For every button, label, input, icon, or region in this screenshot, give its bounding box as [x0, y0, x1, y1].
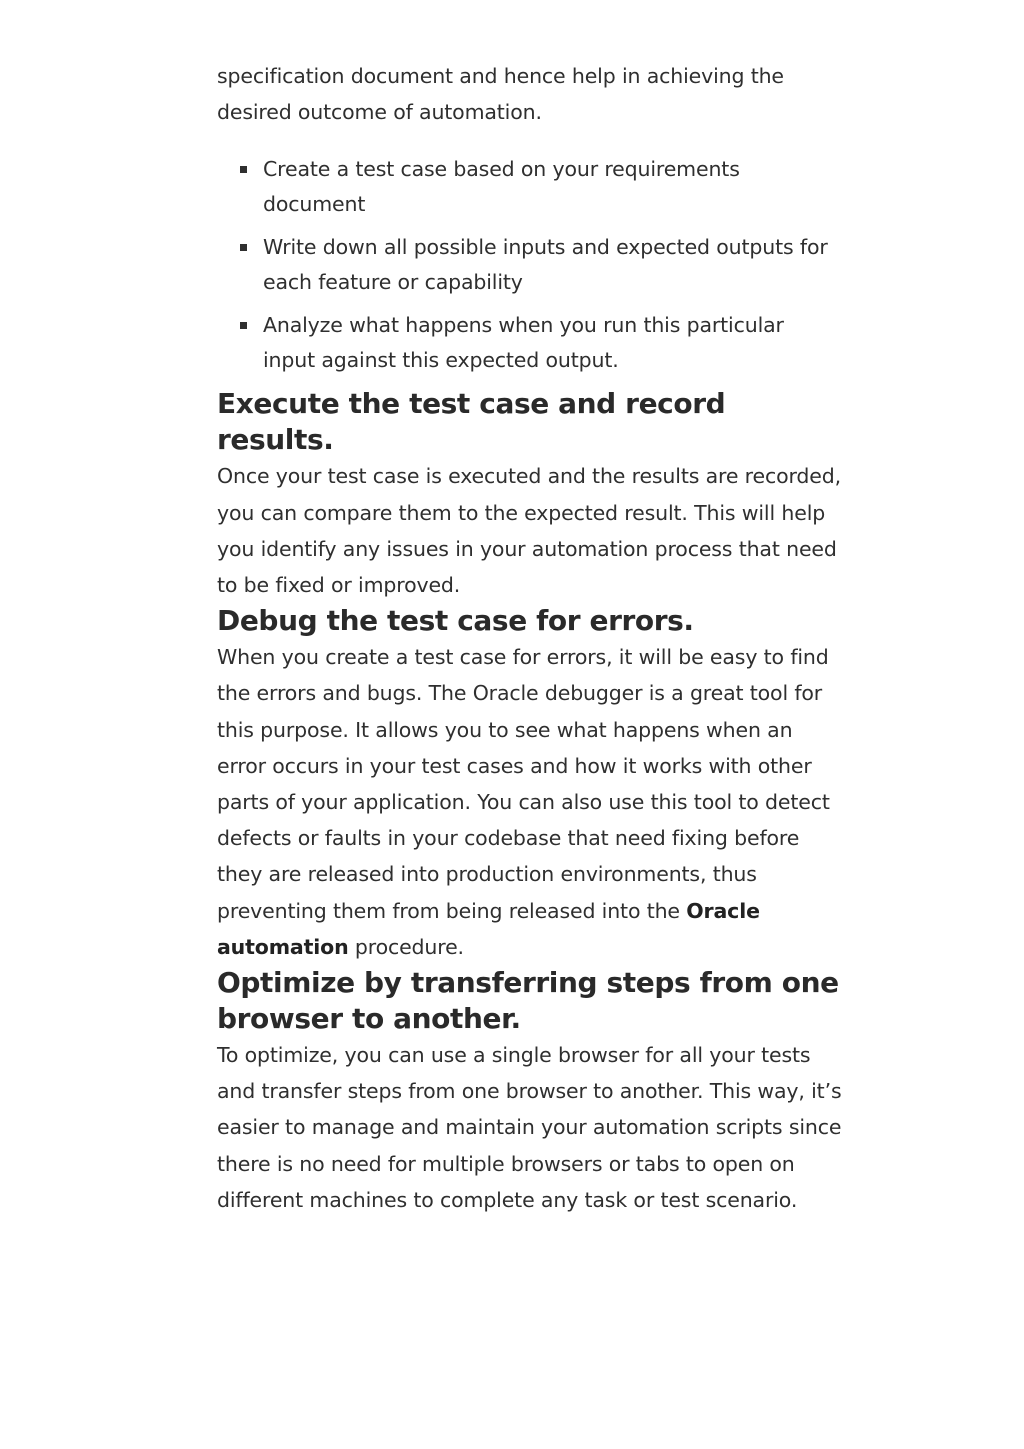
- list-item-text: Write down all possible inputs and expected outputs for each feature or capability: [263, 235, 828, 295]
- article-content: [217, 58, 842, 1218]
- paragraph-optimize: To optimize, you can use a single browser for all your tests and transfer steps from one browser to another. This way, it’s easier to manage and maintain your automation scripts since there is no need for multiple browsers or tabs to open on different machines to complete any task or test scenario.: [217, 1043, 842, 1212]
- steps-list: [217, 152, 842, 378]
- heading-execute: Execute the test case and record results.: [217, 387, 726, 457]
- paragraph-execute: Once your test case is executed and the results are recorded, you can compare them to the expected result. This will help you identify any issues in your automation process that need to be fixed or improved.: [217, 464, 841, 598]
- list-item-text: Analyze what happens when you run this particular input against this expected output.: [263, 313, 784, 373]
- paragraph-debug-text: When you create a test case for errors, it will be easy to find the errors and bugs. The Oracle debugger is a great tool for this purpose. It allows you to see what happens when an error occurs in your test cases and how it works with other parts of your application. You can also use this tool to detect defects or faults in your codebase that need fixing before they are released into production environments, thus preventing them from being released into the: [217, 645, 830, 923]
- paragraph-debug-tail: procedure.: [348, 934, 464, 959]
- square-bullet-icon: [240, 166, 247, 173]
- list-item-text: Create a test case based on your requirements document: [263, 157, 740, 217]
- square-bullet-icon: [240, 322, 247, 329]
- paragraph-debug: [217, 639, 842, 965]
- square-bullet-icon: [240, 244, 247, 251]
- intro-paragraph: specification document and hence help in achieving the desired outcome of automation.: [217, 64, 784, 125]
- heading-optimize: Optimize by transferring steps from one browser to another.: [217, 966, 839, 1036]
- oracle-automation-emphasis: Oracle automation: [217, 898, 760, 959]
- list-item: [263, 152, 842, 222]
- list-item: [263, 230, 842, 300]
- list-item: [263, 308, 842, 378]
- heading-debug: Debug the test case for errors.: [217, 604, 694, 638]
